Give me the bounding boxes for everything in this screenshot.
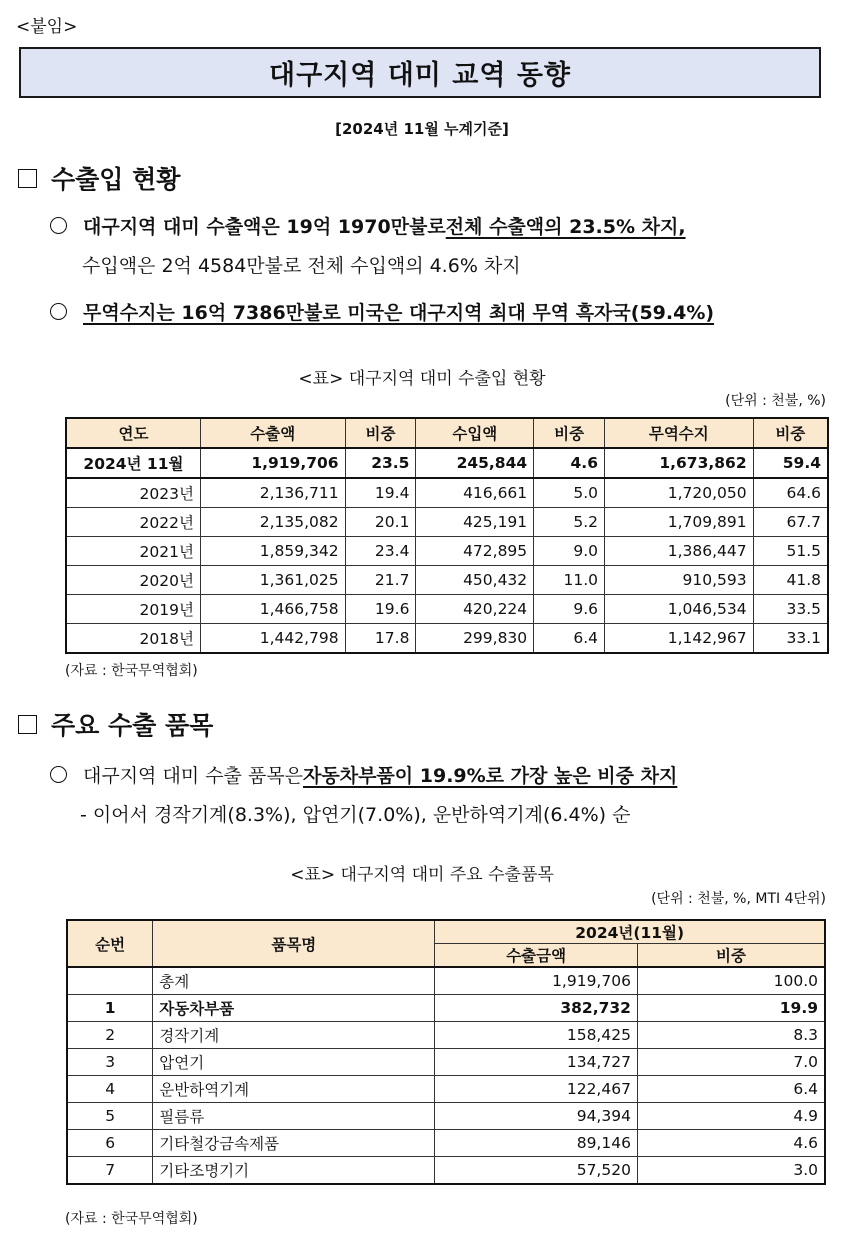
- circle-bullet-icon: [50, 303, 67, 320]
- section-title: 주요 수출 품목: [51, 711, 214, 740]
- cell-year: 2024년 11월: [66, 448, 200, 478]
- col-header-year: 연도: [66, 418, 200, 448]
- cell-amount: 122,467: [435, 1076, 638, 1103]
- bullet-import-line: 수입액은 2억 4584만불로 전체 수입액의 4.6% 차지: [82, 255, 521, 277]
- cell-export: 1,466,758: [200, 595, 345, 624]
- section-title: 수출입 현황: [51, 165, 181, 194]
- cell-item: 기타철강금속제품: [153, 1130, 435, 1157]
- col-header-amount: 수출금액: [435, 944, 638, 968]
- table-row: [67, 1103, 825, 1130]
- table-header-row: [66, 418, 828, 448]
- cell-share: 4.6: [637, 1130, 825, 1157]
- cell-export-share: 20.1: [345, 508, 416, 537]
- cell-import: 420,224: [416, 595, 534, 624]
- cell-share: 4.9: [637, 1103, 825, 1130]
- square-bullet-icon: [18, 715, 37, 734]
- col-header-share: 비중: [637, 944, 825, 968]
- table-row: [67, 995, 825, 1022]
- cell-item: 총계: [153, 967, 435, 995]
- cell-amount: 158,425: [435, 1022, 638, 1049]
- table2-caption: <표> 대구지역 대미 주요 수출품목: [290, 865, 554, 885]
- cell-amount: 1,919,706: [435, 967, 638, 995]
- attachment-label: <붙임>: [16, 17, 78, 37]
- bullet-items: [50, 761, 677, 788]
- cell-import: 450,432: [416, 566, 534, 595]
- bullet-text: 대구지역 대미 수출 품목은: [83, 765, 304, 787]
- col-header-export-share: 비중: [345, 418, 416, 448]
- cell-year: 2019년: [66, 595, 200, 624]
- cell-import: 425,191: [416, 508, 534, 537]
- cell-rank: 2: [67, 1022, 153, 1049]
- cell-balance: 910,593: [604, 566, 753, 595]
- cell-export-share: 23.5: [345, 448, 416, 478]
- cell-export-share: 23.4: [345, 537, 416, 566]
- cell-rank: 5: [67, 1103, 153, 1130]
- cell-rank: [67, 967, 153, 995]
- cell-share: 3.0: [637, 1157, 825, 1185]
- table-row: [66, 595, 828, 624]
- cell-year: 2020년: [66, 566, 200, 595]
- cell-balance: 1,386,447: [604, 537, 753, 566]
- cell-import-share: 5.2: [534, 508, 605, 537]
- cell-share: 8.3: [637, 1022, 825, 1049]
- cell-import: 472,895: [416, 537, 534, 566]
- cell-import-share: 11.0: [534, 566, 605, 595]
- col-header-import: 수입액: [416, 418, 534, 448]
- table1-unit: (단위 : 천불, %): [725, 393, 826, 409]
- col-header-balance: 무역수지: [604, 418, 753, 448]
- cell-balance: 1,720,050: [604, 478, 753, 508]
- cell-share: 7.0: [637, 1049, 825, 1076]
- cell-export: 1,859,342: [200, 537, 345, 566]
- col-header-balance-share: 비중: [753, 418, 828, 448]
- items-table: [66, 919, 826, 1185]
- cell-item: 운반하역기계: [153, 1076, 435, 1103]
- cell-export-share: 17.8: [345, 624, 416, 654]
- cell-item: 기타조명기기: [153, 1157, 435, 1185]
- cell-year: 2022년: [66, 508, 200, 537]
- col-header-export: 수출액: [200, 418, 345, 448]
- cell-balance: 1,142,967: [604, 624, 753, 654]
- page-title: 대구지역 대미 교역 동향: [19, 47, 821, 98]
- table-row: [67, 1049, 825, 1076]
- cell-export-share: 19.4: [345, 478, 416, 508]
- cell-item: 자동차부품: [153, 995, 435, 1022]
- cell-amount: 57,520: [435, 1157, 638, 1185]
- cell-amount: 134,727: [435, 1049, 638, 1076]
- bullet-text: 대구지역 대미 수출액은 19억 1970만불로: [83, 216, 446, 238]
- cell-import-share: 5.0: [534, 478, 605, 508]
- cell-rank: 7: [67, 1157, 153, 1185]
- table1-caption: <표> 대구지역 대미 수출입 현황: [298, 369, 546, 389]
- section-heading-items: [18, 706, 213, 742]
- cell-balance-share: 59.4: [753, 448, 828, 478]
- table-row: [67, 1157, 825, 1185]
- cell-year: 2023년: [66, 478, 200, 508]
- cell-export-share: 21.7: [345, 566, 416, 595]
- col-header-import-share: 비중: [534, 418, 605, 448]
- table2-source: (자료 : 한국무역협회): [65, 1211, 198, 1227]
- table-row: [67, 1130, 825, 1157]
- circle-bullet-icon: [50, 217, 67, 234]
- cell-import-share: 9.0: [534, 537, 605, 566]
- cell-year: 2018년: [66, 624, 200, 654]
- cell-balance-share: 64.6: [753, 478, 828, 508]
- cell-export: 2,136,711: [200, 478, 345, 508]
- cell-export: 1,361,025: [200, 566, 345, 595]
- cell-rank: 3: [67, 1049, 153, 1076]
- cell-export: 2,135,082: [200, 508, 345, 537]
- cell-import-share: 4.6: [534, 448, 605, 478]
- cell-import-share: 6.4: [534, 624, 605, 654]
- col-header-item: 품목명: [153, 920, 435, 967]
- cell-rank: 4: [67, 1076, 153, 1103]
- cell-balance: 1,046,534: [604, 595, 753, 624]
- cell-year: 2021년: [66, 537, 200, 566]
- cell-import: 245,844: [416, 448, 534, 478]
- table-row: [66, 508, 828, 537]
- table-row: [67, 1022, 825, 1049]
- table2-unit: (단위 : 천불, %, MTI 4단위): [651, 891, 826, 907]
- bullet-export: [50, 212, 686, 239]
- cell-share: 19.9: [637, 995, 825, 1022]
- cell-balance-share: 41.8: [753, 566, 828, 595]
- bullet-text-underlined: 무역수지는 16억 7386만불로 미국은 대구지역 최대 무역 흑자국(59.4%): [83, 302, 715, 324]
- trade-table: [65, 417, 829, 654]
- table-row: [66, 537, 828, 566]
- circle-bullet-icon: [50, 766, 67, 783]
- cell-amount: 89,146: [435, 1130, 638, 1157]
- cell-balance-share: 33.1: [753, 624, 828, 654]
- cell-amount: 94,394: [435, 1103, 638, 1130]
- table1-source: (자료 : 한국무역협회): [65, 663, 198, 679]
- table-row: [66, 624, 828, 654]
- cell-import: 299,830: [416, 624, 534, 654]
- cell-balance-share: 67.7: [753, 508, 828, 537]
- table-row: [66, 448, 828, 478]
- bullet-balance: [50, 298, 714, 325]
- table-row: [66, 566, 828, 595]
- section-heading-trade: [18, 160, 180, 196]
- cell-balance-share: 33.5: [753, 595, 828, 624]
- cell-share: 100.0: [637, 967, 825, 995]
- square-bullet-icon: [18, 169, 37, 188]
- cell-export: 1,442,798: [200, 624, 345, 654]
- cell-balance: 1,709,891: [604, 508, 753, 537]
- cell-amount: 382,732: [435, 995, 638, 1022]
- bullet-text-underlined: 자동차부품이 19.9%로 가장 높은 비중 차지: [303, 765, 678, 787]
- table-row: [66, 478, 828, 508]
- table-row: [67, 1076, 825, 1103]
- bullet-text-underlined: 전체 수출액의 23.5% 차지,: [445, 216, 686, 238]
- cell-item: 경작기계: [153, 1022, 435, 1049]
- cell-import: 416,661: [416, 478, 534, 508]
- table-row: [67, 967, 825, 995]
- col-header-rank: 순번: [67, 920, 153, 967]
- cell-export: 1,919,706: [200, 448, 345, 478]
- cell-item: 압연기: [153, 1049, 435, 1076]
- cell-import-share: 9.6: [534, 595, 605, 624]
- cell-rank: 1: [67, 995, 153, 1022]
- cell-share: 6.4: [637, 1076, 825, 1103]
- cell-export-share: 19.6: [345, 595, 416, 624]
- cell-item: 필름류: [153, 1103, 435, 1130]
- col-header-period: 2024년(11월): [435, 920, 825, 944]
- cell-rank: 6: [67, 1130, 153, 1157]
- cell-balance: 1,673,862: [604, 448, 753, 478]
- cell-balance-share: 51.5: [753, 537, 828, 566]
- table-header-row: [67, 920, 825, 944]
- basis-note: [2024년 11월 누계기준]: [335, 120, 509, 138]
- dash-line: - 이어서 경작기계(8.3%), 압연기(7.0%), 운반하역기계(6.4%) 순: [80, 804, 631, 826]
